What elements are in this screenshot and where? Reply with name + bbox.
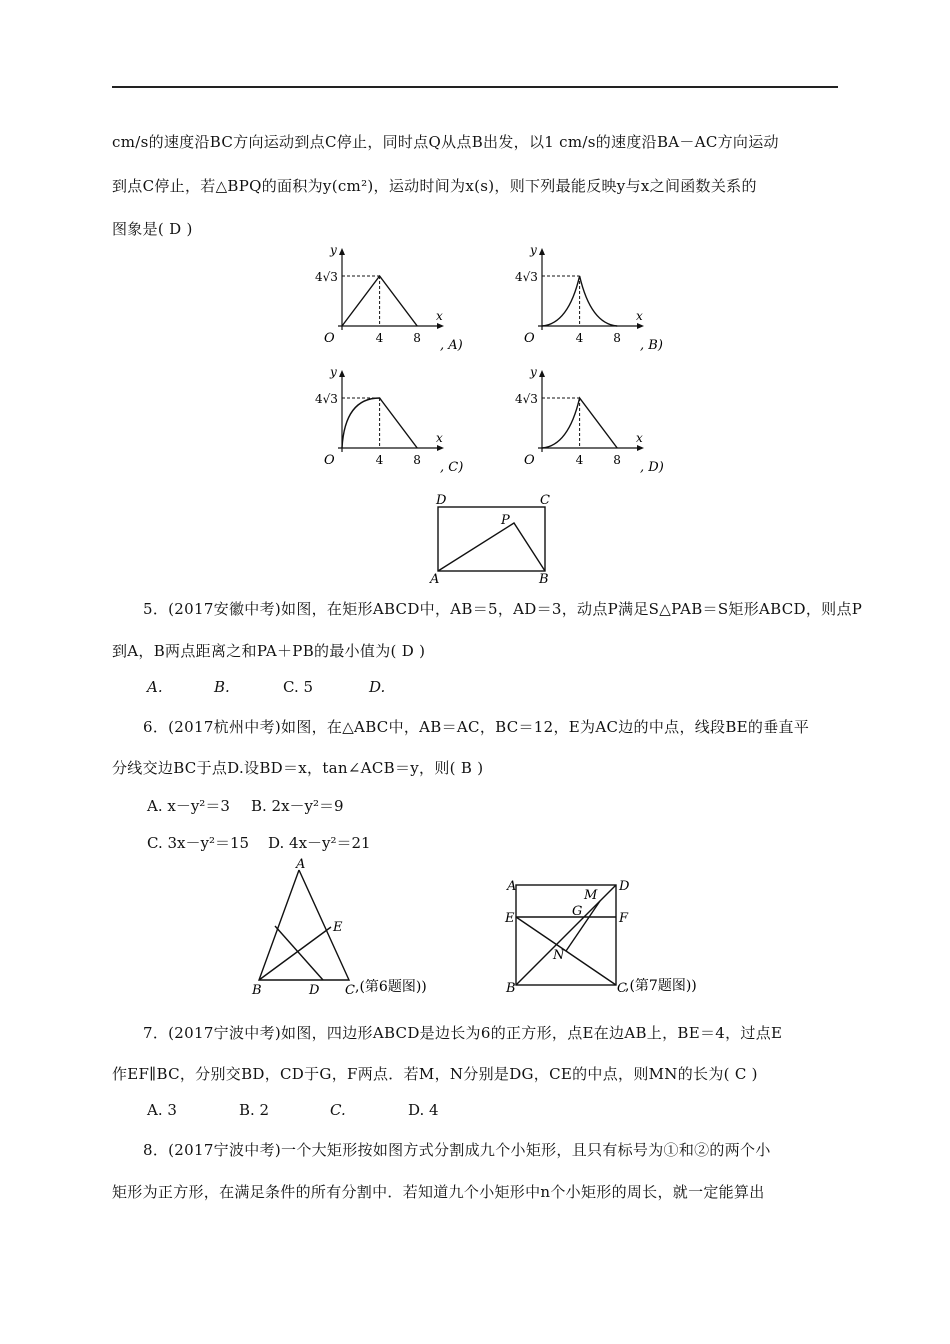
q5-option-b: B.: [214, 678, 230, 696]
x-arrow: [637, 445, 644, 451]
label-G: G: [572, 904, 583, 919]
q7-option-c: C.: [330, 1101, 346, 1119]
label-A: A: [430, 572, 440, 587]
q6-option-a: A. x－y²＝3: [147, 797, 230, 815]
y-arrow: [539, 248, 545, 255]
q6-option-b: B. 2x－y²＝9: [251, 797, 344, 815]
q5-option-d: D.: [369, 678, 386, 696]
graph-caption: , A): [440, 338, 463, 353]
origin-label: O: [324, 331, 335, 346]
q7-line-2: 作EF∥BC，分别交BD，CD于G，F两点．若M，N分别是DG，CE的中点，则MN的长为( C ): [112, 1065, 758, 1083]
y-tick-label: 4√3: [315, 270, 338, 284]
x-tick-8: 8: [613, 453, 621, 467]
origin-label: O: [324, 453, 335, 468]
x-label: x: [436, 309, 443, 323]
graph-caption: , D): [640, 460, 664, 475]
fig6-caption: ,(第6题图)): [355, 979, 427, 995]
label-A: A: [296, 857, 306, 872]
y-tick-label: 4√3: [515, 392, 538, 406]
q7-option-b: B. 2: [239, 1101, 270, 1119]
q6-option-c: C. 3x－y²＝15: [147, 834, 250, 852]
label-E: E: [333, 920, 343, 935]
x-label: x: [636, 431, 643, 445]
label-B: B: [506, 981, 516, 996]
q6-triangle-figure: [245, 858, 475, 998]
y-label: y: [330, 365, 337, 379]
origin-label: O: [524, 453, 535, 468]
label-P: P: [501, 513, 510, 528]
label-M: M: [584, 888, 598, 903]
y-label: y: [530, 365, 537, 379]
x-tick-4: 4: [375, 453, 384, 467]
y-arrow: [339, 248, 345, 255]
graph-caption: , C): [440, 460, 464, 475]
x-tick-4: 4: [375, 331, 384, 345]
x-arrow: [437, 445, 444, 451]
x-arrow: [637, 323, 644, 329]
q5-line-2: 到A，B两点距离之和PA＋PB的最小值为( D ): [112, 642, 426, 660]
label-A: A: [507, 879, 517, 894]
y-tick-label: 4√3: [515, 270, 538, 284]
x-tick-8: 8: [413, 453, 421, 467]
y-arrow: [539, 370, 545, 377]
q5-rectangle-figure: [420, 490, 570, 585]
intro-line-1: cm/s的速度沿BC方向运动到点C停止，同时点Q从点B出发，以1 cm/s的速度沿BA－AC方向运动: [112, 133, 779, 151]
x-label: x: [636, 309, 643, 323]
y-label: y: [530, 243, 537, 257]
label-B: B: [252, 983, 262, 998]
label-C: C: [617, 981, 627, 996]
label-C: C: [345, 983, 355, 998]
q6-option-d: D. 4x－y²＝21: [268, 834, 371, 852]
function-graphs: [0, 0, 950, 490]
graph-caption: , B): [640, 338, 663, 353]
q5-option-a: A.: [147, 678, 163, 696]
q6-line-2: 分线交边BC于点D.设BD＝x，tan∠ACB＝y，则( B ): [112, 759, 484, 777]
fig7-caption: ,(第7题图)): [625, 978, 697, 994]
label-C: C: [540, 493, 550, 508]
x-tick-8: 8: [613, 331, 621, 345]
label-D: D: [619, 879, 630, 894]
x-tick-4: 4: [575, 453, 584, 467]
q7-square-figure: [500, 868, 740, 998]
q8-line-2: 矩形为正方形，在满足条件的所有分割中．若知道九个小矩形中n个小矩形的周长，就一定能算出: [112, 1183, 765, 1201]
origin-label: O: [524, 331, 535, 346]
q7-option-d: D. 4: [408, 1101, 439, 1119]
label-D: D: [436, 493, 447, 508]
y-arrow: [339, 370, 345, 377]
x-arrow: [437, 323, 444, 329]
label-N: N: [553, 948, 565, 963]
q7-option-a: A. 3: [147, 1101, 177, 1119]
intro-line-2: 到点C停止，若△BPQ的面积为y(cm²)，运动时间为x(s)，则下列最能反映y与x之间函数关系的: [112, 177, 757, 195]
q8-line-1: 8．(2017宁波中考)一个大矩形按如图方式分割成九个小矩形，且只有标号为①和②的两个小: [143, 1141, 771, 1159]
label-B: B: [539, 572, 549, 587]
x-tick-8: 8: [413, 331, 421, 345]
y-label: y: [330, 243, 337, 257]
q6-line-1: 6．(2017杭州中考)如图，在△ABC中，AB＝AC，BC＝12，E为AC边的中点，线段BE的垂直平: [143, 718, 810, 736]
q5-option-c: C. 5: [283, 678, 314, 696]
x-tick-4: 4: [575, 331, 584, 345]
label-D: D: [309, 983, 320, 998]
label-E: E: [505, 911, 515, 926]
label-F: F: [619, 911, 629, 926]
x-label: x: [436, 431, 443, 445]
intro-line-3: 图象是( D ): [112, 220, 193, 238]
q7-line-1: 7．(2017宁波中考)如图，四边形ABCD是边长为6的正方形，点E在边AB上，BE＝4，过点E: [143, 1024, 783, 1042]
q5-line-1: 5．(2017安徽中考)如图，在矩形ABCD中，AB＝5，AD＝3，动点P满足S△PAB＝S矩形ABCD，则点P: [143, 600, 863, 618]
y-tick-label: 4√3: [315, 392, 338, 406]
